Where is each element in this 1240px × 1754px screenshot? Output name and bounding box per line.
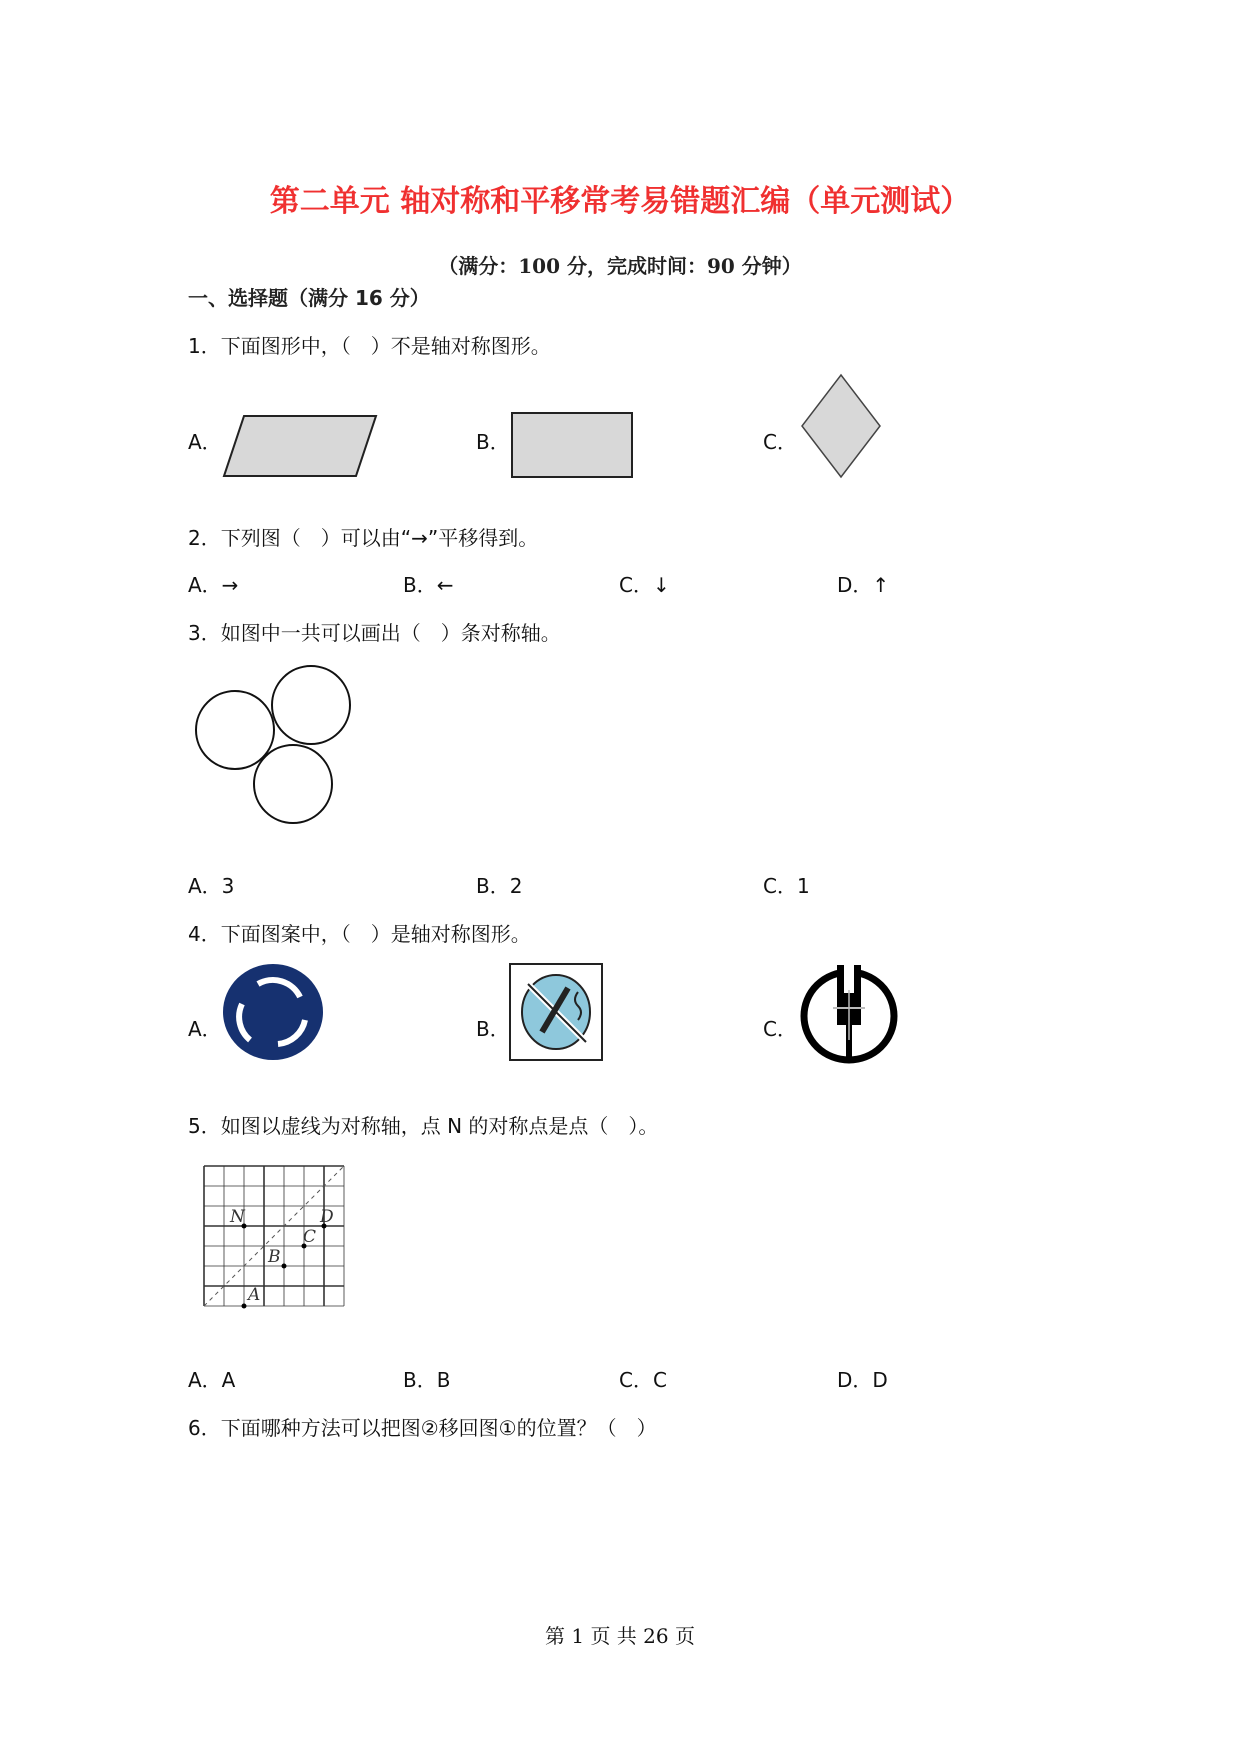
point-label-N: N xyxy=(230,1207,245,1227)
question-2: 2．下列图（ ）可以由“→”平移得到。 xyxy=(188,526,539,550)
q3-option-a: A．3 xyxy=(188,874,235,898)
no-smoking-sign-icon xyxy=(508,962,604,1062)
rectangle-figure xyxy=(510,410,635,480)
point-B xyxy=(282,1264,287,1269)
question-6: 6．下面哪种方法可以把图②移回图①的位置？（ ） xyxy=(188,1416,657,1440)
q4-option-c: C． xyxy=(763,1017,797,1041)
page-footer: 第 1 页 共 26 页 xyxy=(545,1624,695,1648)
q3-option-c: C．1 xyxy=(763,874,810,898)
q4-option-a: A． xyxy=(188,1017,222,1041)
q2-option-a: A．→ xyxy=(188,573,239,597)
rhombus-figure xyxy=(798,372,884,480)
q3-option-b: B．2 xyxy=(476,874,523,898)
q2-option-d: D．↑ xyxy=(837,573,890,597)
score-time-info: （满分：100 分，完成时间：90 分钟） xyxy=(438,254,802,278)
q4-option-b: B． xyxy=(476,1017,510,1041)
question-3: 3．如图中一共可以画出（ ）条对称轴。 xyxy=(188,621,561,645)
symmetry-axis xyxy=(204,1166,344,1306)
q1-option-a: A． xyxy=(188,430,222,454)
roundabout-sign-icon xyxy=(220,962,326,1062)
bank-logo-icon xyxy=(797,960,901,1064)
symmetry-grid-figure xyxy=(198,1160,358,1310)
point-A xyxy=(242,1304,247,1309)
question-1: 1．下面图形中，（ ）不是轴对称图形。 xyxy=(188,334,551,358)
q5-option-d: D．D xyxy=(837,1368,888,1392)
question-4: 4．下面图案中，（ ）是轴对称图形。 xyxy=(188,922,531,946)
q2-option-c: C．↓ xyxy=(619,573,670,597)
q5-option-a: A．A xyxy=(188,1368,236,1392)
point-label-C: C xyxy=(303,1227,317,1247)
q1-option-b: B． xyxy=(476,430,510,454)
three-circles-figure xyxy=(190,660,360,830)
q2-option-b: B．← xyxy=(403,573,454,597)
section-heading: 一、选择题（满分 16 分） xyxy=(188,286,430,310)
q1-option-c: C． xyxy=(763,430,797,454)
question-5: 5．如图以虚线为对称轴，点 N 的对称点是点（ ）。 xyxy=(188,1114,659,1138)
q5-option-c: C．C xyxy=(619,1368,667,1392)
parallelogram-figure xyxy=(220,410,380,482)
point-label-B: B xyxy=(268,1247,281,1267)
point-label-D: D xyxy=(320,1207,334,1227)
document-title: 第二单元 轴对称和平移常考易错题汇编（单元测试） xyxy=(269,184,971,219)
q5-option-b: B．B xyxy=(403,1368,451,1392)
point-label-A: A xyxy=(248,1285,261,1305)
